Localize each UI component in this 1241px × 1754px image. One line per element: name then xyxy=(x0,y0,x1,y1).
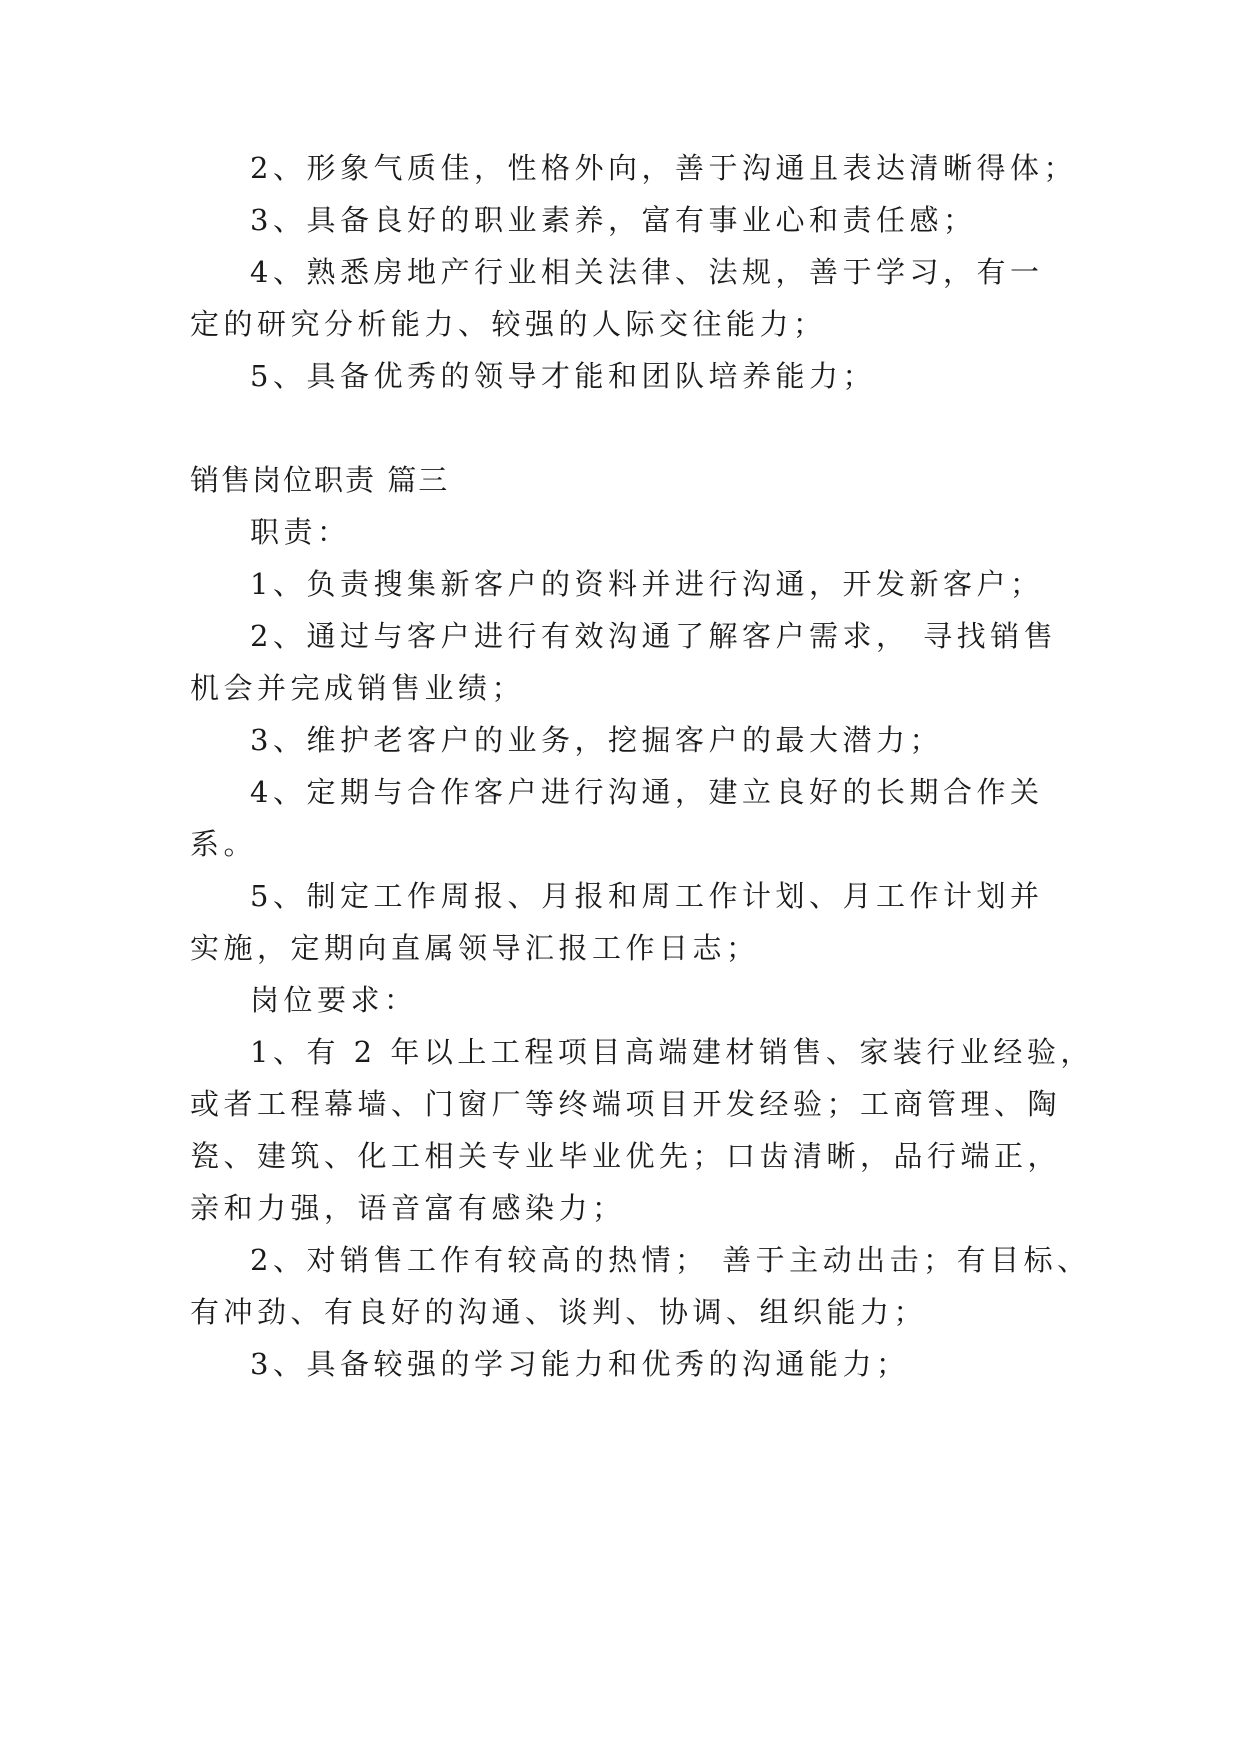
duty-item-5: 5、制定工作周报、月报和周工作计划、月工作计划并 xyxy=(250,879,1044,913)
requirements-heading: 岗位要求： xyxy=(250,983,418,1017)
section-title: 销售岗位职责 篇三 xyxy=(190,463,450,497)
requirement-item-2: 2、形象气质佳，性格外向，善于沟通且表达清晰得体； xyxy=(250,151,1077,185)
duty-item-5-continued: 实施，定期向直属领导汇报工作日志； xyxy=(190,931,760,965)
requirement-item-4-continued: 定的研究分析能力、较强的人际交往能力； xyxy=(190,307,827,341)
duty-item-1: 1、负责搜集新客户的资料并进行沟通，开发新客户； xyxy=(250,567,1044,601)
position-requirement-1-continued: 瓷、建筑、化工相关专业毕业优先；口齿清晰，品行端正， xyxy=(190,1139,1062,1173)
duty-item-2-continued: 机会并完成销售业绩； xyxy=(190,671,526,705)
duty-item-4: 4、定期与合作客户进行沟通，建立良好的长期合作关 xyxy=(250,775,1044,809)
duty-item-4-continued: 系。 xyxy=(190,827,258,861)
position-requirement-2: 2、对销售工作有较高的热情； 善于主动出击；有目标、 xyxy=(250,1243,1091,1277)
position-requirement-2-continued: 有冲劲、有良好的沟通、谈判、协调、组织能力； xyxy=(190,1295,928,1329)
position-requirement-3: 3、具备较强的学习能力和优秀的沟通能力； xyxy=(250,1347,910,1381)
position-requirement-1-continued: 亲和力强，语音富有感染力； xyxy=(190,1191,626,1225)
requirement-item-3: 3、具备良好的职业素养，富有事业心和责任感； xyxy=(250,203,977,237)
duties-heading: 职责： xyxy=(250,515,351,549)
position-requirement-1-continued: 或者工程幕墙、门窗厂等终端项目开发经验；工商管理、陶 xyxy=(190,1087,1062,1121)
requirement-item-4: 4、熟悉房地产行业相关法律、法规，善于学习，有一 xyxy=(250,255,1044,289)
duty-item-3: 3、维护老客户的业务，挖掘客户的最大潜力； xyxy=(250,723,943,757)
duty-item-2: 2、通过与客户进行有效沟通了解客户需求， 寻找销售 xyxy=(250,619,1058,653)
requirement-item-5: 5、具备优秀的领导才能和团队培养能力； xyxy=(250,359,876,393)
position-requirement-1: 1、有 2 年以上工程项目高端建材销售、家装行业经验， xyxy=(250,1035,1094,1069)
